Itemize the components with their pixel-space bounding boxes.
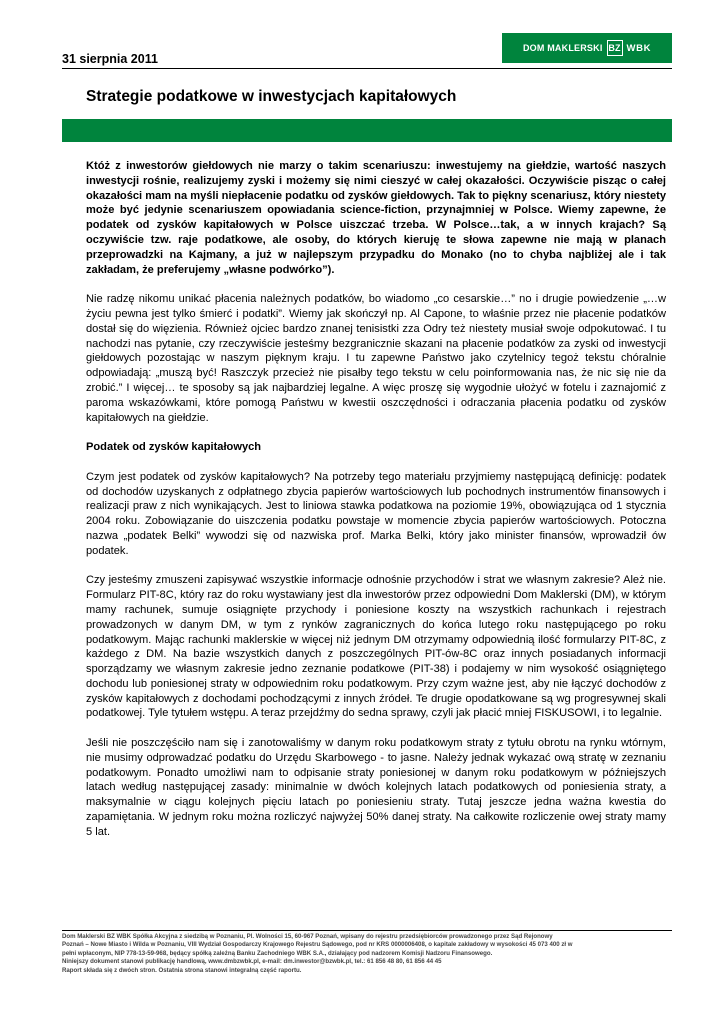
logo-text-right: WBK: [626, 42, 652, 54]
section-paragraph: Czym jest podatek od zysków kapitałowych? Na potrzeby tego materiału przyjmiemy następującą definicję: podatek od dochodów uzyskanych z odpłatnego zbycia papierów wartościowych lub pochodnych instrumentów finansowych i realizacji praw z nich wynikających. Jest to liniowa stawka podatkowa na poziomie 19%, obowiązująca od 1 stycznia 2004 roku. Zobowiązanie do uiszczenia podatku powstaje w momencie zbycia papierów wartościowych. Potoczna nazwa „podatek Belki” wywodzi się od nazwiska prof. Marka Belki, który jako minister finansów, wprowadził ów podatek.: [86, 470, 666, 557]
report-date: 31 sierpnia 2011: [62, 52, 158, 66]
section-paragraph: Jeśli nie poszczęściło nam się i zanotowaliśmy w danym roku podatkowym straty z tytułu obrotu na rynku wtórnym, nie musimy odprowadzać podatku do Urzędu Skarbowego - to jasne. Należy jednak wykazać ową stratę w zeznaniu podatkowym. Ponadto umożliwi nam to odpisanie straty poniesionej w danym roku podatkowym w późniejszych latach według następującej zasady: minimalnie w dwóch kolejnych latach podatkowych od poniesienia straty, a maksymalnie w ciągu kolejnych pięciu latach po poniesieniu straty. Tutaj jeszcze jedna ważna kwestia do zapamiętania. W jednym roku można rozliczyć najwyżej 50% danej straty. Na całkowite rozliczenie owej straty mamy 5 lat.: [86, 737, 666, 838]
footer-divider: [62, 930, 672, 931]
document-body: [86, 159, 666, 854]
footer-line: Dom Maklerski BZ WBK Spółka Akcyjna z siedzibą w Poznaniu, Pl. Wolności 15, 60-967 Poznań, wpisany do rejestru przedsiębiorców prowadzonego przez Sąd Rejonowy: [62, 933, 553, 940]
title-green-bar: [62, 119, 672, 142]
lead-paragraph: Któż z inwestorów giełdowych nie marzy o takim scenariuszu: inwestujemy na giełdzie, wartość naszych inwestycji rośnie, realizujemy zyski i możemy się nimi cieszyć w całej okazałości. Oczywiście pisząc o całej okazałości mam na myśli niepłacenie podatku od zysków giełdowych. Tak to piękny scenariusz, który niestety może być jedynie scenariuszem opowiadania science-fiction, przynajmniej w Polsce. Wiemy zapewne, że podatek od zysków kapitałowych w Polsce uiszczać trzeba. W Polsce…tak, a w innych krajach? Są oczywiście tzw. raje podatkowe, ale osoby, do których kieruję te słowa zapewne nie mają w planach przeprowadzki na Kajmany, a już w najlepszym przypadku do Monako (no to chyba najbliżej ale i tak zakładam, że preferujemy „własne podwórko”).: [86, 160, 666, 276]
footer-line: Poznań – Nowe Miasto i Wilda w Poznaniu, VIII Wydział Gospodarczy Krajowego Rejestru Sądowego, pod nr KRS 0000006408, o kapitale zakładowy w wysokości 45 073 400 zł w: [62, 941, 573, 949]
section-paragraph: Czy jesteśmy zmuszeni zapisywać wszystkie informacje odnośnie przychodów i strat we własnym zakresie? Ależ nie. Formularz PIT-8C, który raz do roku wystawiany jest dla inwestorów przez odpowiedni Dom Maklerski (DM), w którym mamy rachunek, sumuje osiągnięte przychody i poniesione koszty na wszystkich rachunkach i rejestrach prowadzonych w danym DM, w tym z rynków zagranicznych do końca lutego roku następującego po roku podatkowym. Mając rachunki maklerskie w więcej niż jednym DM otrzymamy odpowiednią ilość formularzy PIT-8C, z każdego z DM. Na bazie wszystkich danych z poszczególnych PIT-ów-8C oraz innych posiadanych informacji sporządzamy we własnym zakresie jedno zeznanie podatkowe (PIT-38) i podajemy w nim wysokość osiągniętego dochodu lub poniesionej straty w odpowiednim roku podatkowym. Przy czym ważne jest, aby nie łączyć dochodów z zysków kapitałowych z dochodami pochodzącymi z innych źródeł. Te drugie opodatkowane są wg progresywnej skali podatkowej. Tyle tytułem wstępu. A teraz przejdźmy do sedna sprawy, czyli jak płacić mniej FISKUSOWI, i to legalnie.: [86, 574, 666, 720]
body-paragraph: Nie radzę nikomu unikać płacenia należnych podatków, bo wiadomo „co cesarskie…” no i drugie powiedzenie „…w życiu pewna jest tylko śmierć i podatki”. Wiemy jak skończył np. Al Capone, to właśnie przez nie płacenie podatków dostał się do więzienia. Również ojciec bardzo znanej tenisistki zza Odry też niestety musiał swoje odpokutować. I tu nachodzi nas pytanie, czy rzeczywiście jesteśmy bezgranicznie skazani na płacenie podatków za zyski od inwestycji giełdowych pozostając w naszym pięknym kraju. I tu zapewne Państwo jako czytelnicy tegoż tekstu chóralnie odpowiadają: „muszą być! Raszczyk przecież nie pisałby tego tekstu w celu poinformowania nas, że nic się nie da zrobić.” I więcej… te sposoby są jak najbardziej legalne. A więc proszę się wygodnie ułożyć w fotelu i zaznajomić z paroma wskazówkami, które pomogą Państwu w kwestii oszczędności i odraczania płacenia podatku od zysków kapitałowych na giełdzie.: [86, 293, 666, 424]
footer-line: Niniejszy dokument stanowi publikację handlową, www.dmbzwbk.pl, e-mail: dm.inwestor@bzwbk.pl, tel.: 61 856 48 80, 61 856 44 45: [62, 958, 442, 966]
footer-line: pełni wpłaconym, NIP 778-13-59-968, będący spółką zależną Banku Zachodniego WBK S.A., działający pod nadzorem Komisji Nadzoru Finansowego.: [62, 949, 493, 957]
dm-bzwbk-logo: [502, 33, 672, 63]
footer-line: Raport składa się z dwóch stron. Ostatnia strona stanowi integralną część raportu.: [62, 966, 302, 974]
legal-footer: [62, 933, 672, 975]
logo-text-left: DOM MAKLERSKI: [522, 43, 603, 53]
header-divider: [62, 68, 672, 69]
bz-logo-icon: BZ: [607, 40, 623, 56]
section-heading: Podatek od zysków kapitałowych: [86, 441, 262, 454]
document-title: Strategie podatkowe w inwestycjach kapitałowych: [86, 88, 457, 105]
